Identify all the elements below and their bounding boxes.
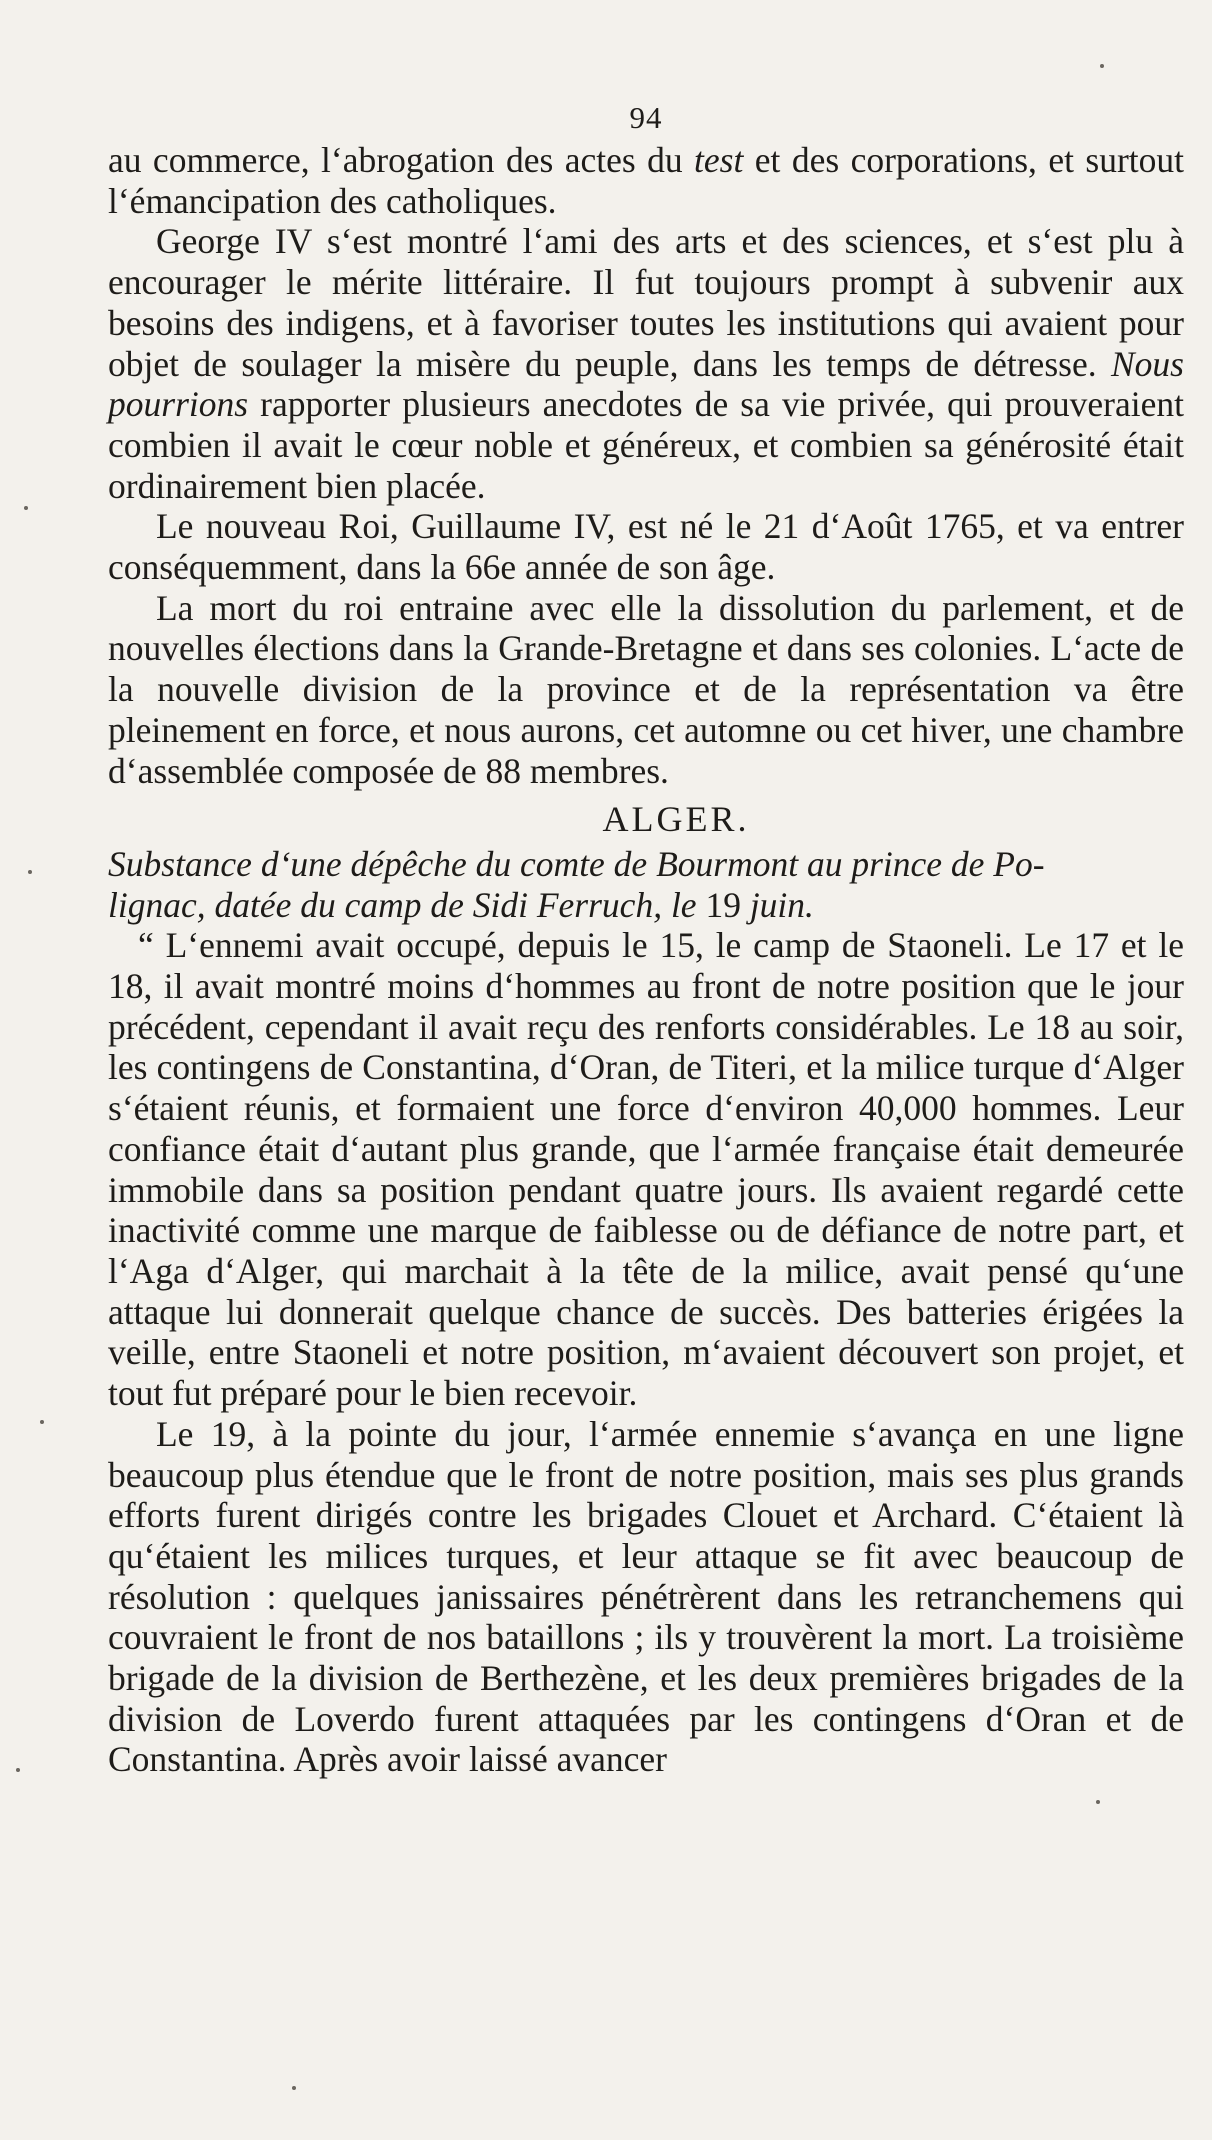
print-speck: [1100, 64, 1104, 68]
text-run: rapporter plusieurs anecdotes de sa vie privée, qui prouveraient combien il avait le cœur noble et généreux, et combien sa générosité était ordinairement bien placée.: [108, 384, 1184, 506]
book-page: [108, 96, 1184, 2096]
print-speck: [24, 506, 28, 510]
page-body: [108, 140, 1184, 1780]
print-speck: [40, 1420, 44, 1424]
paragraph-continued: [108, 140, 1184, 221]
subtitle-month: juin.: [740, 884, 814, 925]
subtitle-line-1: Substance d‘une dépêche du comte de Bourmont au prince de Po-: [108, 843, 1045, 884]
subtitle-day: 19: [705, 884, 741, 925]
section-subtitle: [108, 844, 1184, 925]
paragraph-dispatch-2: Le 19, à la pointe du jour, l‘armée ennemie s‘avança en une ligne beaucoup plus étendue que le front de notre position, mais ses plus grands efforts furent dirigés contre les brigades Clouet et Archard. C‘étaient là qu‘étaient les milices turques, et leur attaque se fit avec beaucoup de résolution : quelques janissaires pénétrèrent dans les retranchemens qui couvraient le front de nos bataillons ; ils y trouvèrent la mort. La troisième brigade de la division de Berthezène, et les deux premières brigades de la division de Loverdo furent attaquées par les contingens d‘Oran et de Constantina. Après avoir laissé avancer: [108, 1413, 1184, 1780]
text-run: et des corporations, et surtout l‘émancipation des catholiques.: [108, 140, 1184, 221]
paragraph-george-iv: [108, 221, 1184, 506]
paragraph-dispatch-1: “ L‘ennemi avait occupé, depuis le 15, le camp de Staoneli. Le 17 et le 18, il avait montré moins d‘hommes au front de notre position que le jour précédent, cependant il avait reçu des renforts considérables. Le 18 au soir, les contingens de Constantina, d‘Oran, de Titeri, et la milice turque d‘Alger s‘étaient réunis, et formaient une force d‘environ 40,000 hommes. Leur confiance était d‘autant plus grande, que l‘armée française était demeurée immobile dans sa position pendant quatre jours. Ils avaient regardé cette inactivité comme une marque de faiblesse ou de défiance de notre part, et l‘Aga d‘Alger, qui marchait à la tête de la milice, avait pensé qu‘une attaque lui donnerait quelque chance de succès. Des batteries érigées la veille, entre Staoneli et notre position, m‘avaient découvert son projet, et tout fut préparé pour le bien recevoir.: [108, 925, 1184, 1414]
page-number: 94: [629, 100, 663, 135]
paragraph-parliament: La mort du roi entraine avec elle la dissolution du parlement, et de nouvelles élections dans la Grande-Bretagne et dans ses colonies. L‘acte de la nouvelle division de la province et de la représentation va être pleinement en force, et nous aurons, cet automne ou cet hiver, une chambre d‘assemblée composée de 88 membres.: [108, 587, 1184, 791]
italic-word: test: [694, 140, 744, 180]
text-run: George IV s‘est montré l‘ami des arts et des sciences, et s‘est plu à encourager le mérite littéraire. Il fut toujours prompt à subvenir aux besoins des indigens, et à favoriser toutes les institutions qui avaient pour objet de soulager la misère du peuple, dans les temps de détresse.: [108, 221, 1184, 384]
print-speck: [28, 870, 32, 874]
italic-phrase: Nous pourrions: [108, 343, 1184, 425]
text-run: au commerce, l‘abrogation des actes du: [108, 140, 695, 180]
subtitle-line-2: lignac, datée du camp de Sidi Ferruch, le: [108, 884, 706, 925]
print-speck: [16, 1768, 20, 1772]
paragraph-new-king: Le nouveau Roi, Guillaume IV, est né le 21 d‘Août 1765, et va entrer conséquemment, dans la 66e année de son âge.: [108, 506, 1184, 588]
section-title: ALGER.: [602, 799, 750, 840]
